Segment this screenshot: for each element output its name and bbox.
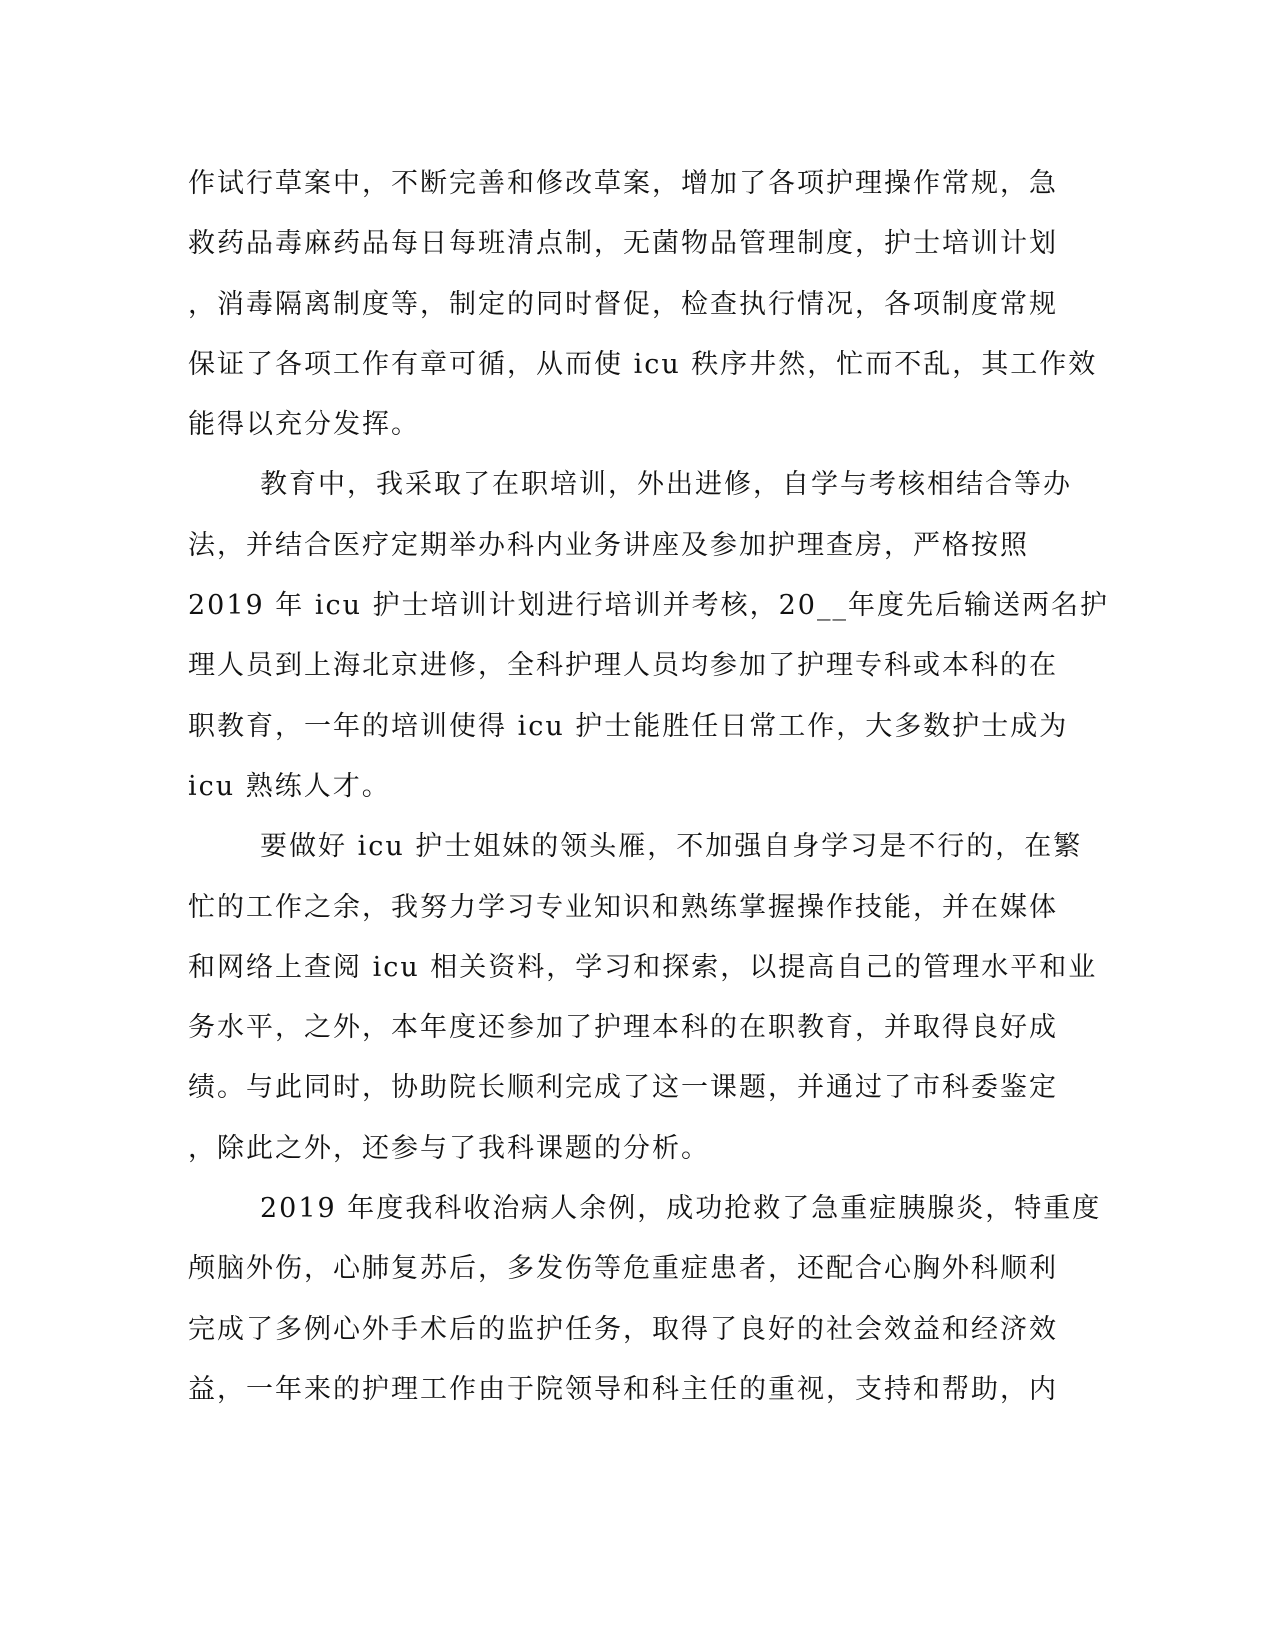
- text-line: 理人员到上海北京进修，全科护理人员均参加了护理专科或本科的在: [188, 650, 1058, 682]
- text-line: 职教育，一年的培训使得 icu 护士能胜任日常工作，大多数护士成为: [188, 710, 1069, 742]
- text-line: ，消毒隔离制度等，制定的同时督促，检查执行情况，各项制度常规: [188, 288, 1058, 320]
- text-line: 完成了多例心外手术后的监护任务，取得了良好的社会效益和经济效: [188, 1313, 1058, 1345]
- body-text: [188, 164, 1109, 1430]
- text-line: 能得以充分发挥。: [188, 409, 420, 441]
- text-line: 法，并结合医疗定期举办科内业务讲座及参加护理查房，严格按照: [188, 529, 1029, 561]
- text-line: 作试行草案中，不断完善和修改草案，增加了各项护理操作常规，急: [188, 168, 1058, 199]
- text-line: 2019 年 icu 护士培训计划进行培训并考核，20__年度先后输送两名护: [188, 590, 1109, 622]
- text-line: 绩。与此同时，协助院长顺利完成了这一课题，并通过了市科委鉴定: [188, 1072, 1058, 1104]
- text-line: 保证了各项工作有章可循，从而使 icu 秩序井然，忙而不乱，其工作效: [188, 348, 1098, 380]
- text-line: 益，一年来的护理工作由于院领导和科主任的重视，支持和帮助，内: [188, 1373, 1058, 1405]
- text-line: 务水平，之外，本年度还参加了护理本科的在职教育，并取得良好成: [188, 1012, 1058, 1044]
- paragraph-start-line: 要做好 icu 护士姐妹的领头雁，不加强自身学习是不行的，在繁: [260, 831, 1083, 863]
- paragraph-start-line: 教育中，我采取了在职培训，外出进修，自学与考核相结合等办: [260, 469, 1072, 501]
- text-line: 忙的工作之余，我努力学习专业知识和熟练掌握操作技能，并在媒体: [188, 891, 1058, 923]
- text-line: 颅脑外伤，心肺复苏后，多发伤等危重症患者，还配合心胸外科顺利: [188, 1253, 1058, 1285]
- text-line: icu 熟练人才。: [188, 770, 391, 802]
- paragraph-start-line: 2019 年度我科收治病人余例，成功抢救了急重症胰腺炎，特重度: [260, 1193, 1102, 1225]
- text-line: 和网络上查阅 icu 相关资料，学习和探索，以提高自己的管理水平和业: [188, 951, 1098, 983]
- text-line: ，除此之外，还参与了我科课题的分析。: [188, 1132, 710, 1164]
- text-line: 救药品毒麻药品每日每班清点制，无菌物品管理制度，护士培训计划: [188, 228, 1058, 260]
